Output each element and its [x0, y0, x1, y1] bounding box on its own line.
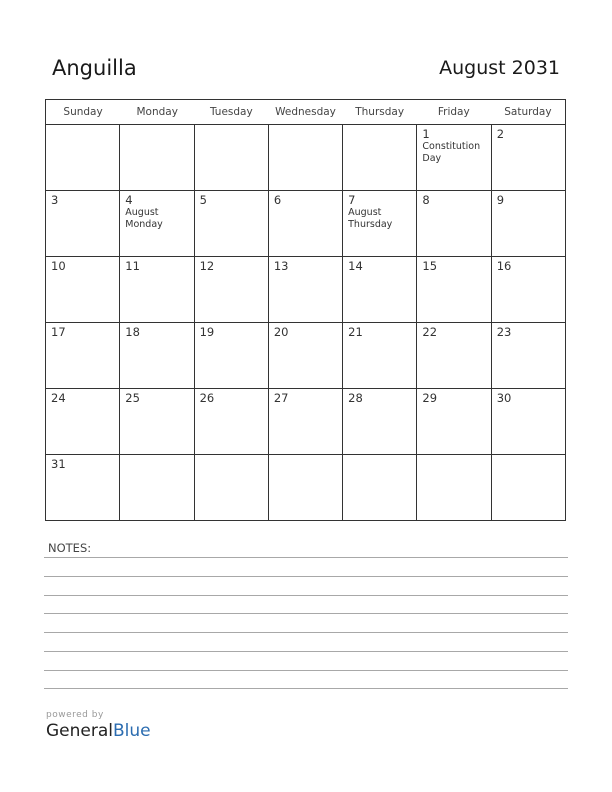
brand-blue-text: Blue [113, 721, 151, 741]
note-line [44, 576, 568, 577]
brand-general-text: General [46, 721, 113, 741]
day-cell [195, 455, 269, 520]
day-number: 31 [51, 457, 66, 471]
day-cell [492, 455, 565, 520]
day-cell [492, 125, 565, 190]
day-cell [417, 257, 491, 322]
day-number: 14 [348, 259, 363, 273]
day-number: 22 [422, 325, 438, 339]
day-cell [120, 389, 194, 454]
day-number: 12 [199, 259, 215, 273]
weekday-header: Saturday [504, 106, 552, 118]
day-cell [343, 323, 417, 388]
day-number: 4 [125, 193, 133, 207]
day-cell [492, 323, 565, 388]
note-line [44, 557, 568, 558]
week-row [46, 191, 565, 257]
day-number: 1 [422, 127, 430, 141]
day-number: 11 [125, 259, 140, 273]
weekday-header: Monday [136, 106, 178, 118]
holiday-label: Constitution Day [422, 141, 481, 164]
day-cell [343, 455, 417, 520]
day-cell [269, 257, 343, 322]
brand-logo [46, 721, 151, 741]
day-number: 25 [125, 391, 140, 405]
day-cell [195, 125, 269, 190]
day-cell [492, 389, 565, 454]
day-cell [195, 257, 269, 322]
day-cell [492, 191, 565, 256]
calendar-country-title: Anguilla [52, 56, 137, 80]
week-row [46, 389, 565, 455]
day-cell [195, 323, 269, 388]
day-number: 30 [496, 391, 512, 405]
weekday-header: Tuesday [209, 106, 253, 118]
day-cell [343, 191, 417, 256]
day-cell [269, 125, 343, 190]
day-cell [492, 257, 565, 322]
day-cell [269, 323, 343, 388]
day-cell [46, 257, 120, 322]
note-line [44, 670, 568, 671]
day-number: 3 [51, 193, 59, 207]
week-row [46, 257, 565, 323]
calendar-month-year: August 2031 [439, 57, 560, 79]
day-cell [120, 257, 194, 322]
notes-label: NOTES: [48, 541, 92, 555]
day-cell [417, 125, 491, 190]
day-cell [343, 125, 417, 190]
day-number: 23 [496, 325, 512, 339]
weekday-header-row [46, 100, 565, 125]
day-number: 6 [273, 193, 282, 207]
day-number: 28 [348, 391, 363, 405]
day-cell [46, 125, 120, 190]
weekday-header: Thursday [355, 106, 405, 118]
day-number: 24 [51, 391, 66, 405]
day-cell [195, 191, 269, 256]
day-cell [417, 455, 491, 520]
day-cell [46, 191, 120, 256]
day-number: 13 [273, 259, 289, 273]
day-number: 9 [496, 193, 505, 207]
day-number: 21 [348, 325, 363, 339]
day-cell [120, 125, 194, 190]
note-line [44, 688, 568, 689]
week-row [46, 323, 565, 389]
note-line [44, 613, 568, 614]
day-cell [417, 389, 491, 454]
holiday-label: August Monday [125, 207, 163, 230]
weeks-container [46, 125, 565, 520]
day-cell [195, 389, 269, 454]
day-number: 19 [199, 325, 215, 339]
day-number: 2 [496, 127, 505, 141]
note-line [44, 632, 568, 633]
note-line [44, 595, 568, 596]
weekday-header: Friday [437, 106, 470, 118]
day-cell [417, 191, 491, 256]
day-number: 8 [422, 193, 430, 207]
day-cell [46, 389, 120, 454]
day-number: 16 [496, 259, 512, 273]
powered-by-text: powered by [46, 710, 104, 720]
day-cell [343, 389, 417, 454]
day-number: 7 [348, 193, 356, 207]
day-number: 18 [125, 325, 140, 339]
day-cell [46, 455, 120, 520]
day-cell [269, 191, 343, 256]
day-cell [343, 257, 417, 322]
day-number: 20 [273, 325, 289, 339]
day-cell [269, 389, 343, 454]
day-number: 29 [422, 391, 438, 405]
day-number: 5 [199, 193, 207, 207]
day-number: 27 [273, 391, 289, 405]
day-cell [120, 455, 194, 520]
week-row [46, 455, 565, 520]
week-row [46, 125, 565, 191]
day-number: 17 [51, 325, 66, 339]
note-line [44, 651, 568, 652]
weekday-header: Wednesday [275, 106, 336, 118]
day-number: 10 [51, 259, 66, 273]
day-number: 15 [422, 259, 438, 273]
day-cell [417, 323, 491, 388]
calendar-grid [45, 99, 566, 521]
day-cell [269, 455, 343, 520]
holiday-label: August Thursday [348, 207, 393, 230]
day-number: 26 [199, 391, 215, 405]
day-cell [120, 323, 194, 388]
day-cell [46, 323, 120, 388]
brand-footer [46, 710, 151, 741]
day-cell [120, 191, 194, 256]
weekday-header: Sunday [63, 106, 103, 118]
